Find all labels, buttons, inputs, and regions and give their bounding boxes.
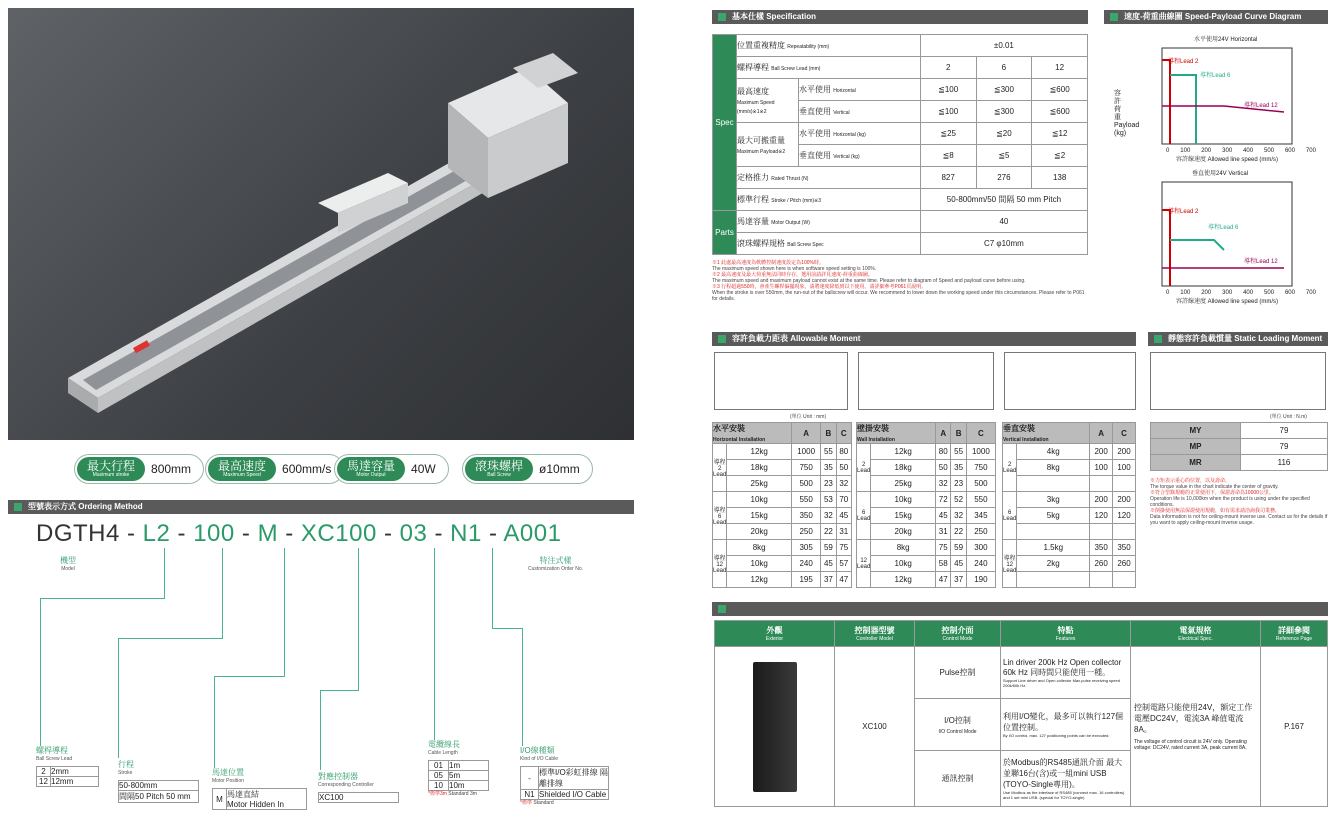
stroke-options: 行程 Stroke 50-800mm 間隔50 Pitch 50 mm xyxy=(118,760,199,803)
moment-unit: (單位 Unit : mm) xyxy=(790,414,827,420)
wall-moment-table: 壁掛安裝 Wall Installation A B C 2 Lead 12kg 80 55 1000 18kg 50 35 750 25kg 32 23 500 6 Lead 10kg 72 52 550 15kg 45 32 345 20kg 31 22 250 12 Lead 8kg 75 59 300 10kg 58 45 240 12kg 47 37 190 xyxy=(856,422,996,588)
model-label: 機型 Model xyxy=(60,556,76,572)
custom-label: 特注式樣 Customization Order No. xyxy=(528,556,584,572)
wall-install-diagram xyxy=(858,352,994,410)
motor-options: 馬達位置 Motor Position M 馬達直結 Motor Hidden In xyxy=(212,768,307,810)
static-moment-table: MY 79 MP 79 MR 116 xyxy=(1150,422,1328,471)
static-moment-diagram xyxy=(1150,352,1326,410)
horizontal-moment-table: 水平安裝 Horizontal Installation A B C 導程 2 Lead 12kg 1000 55 80 18kg 750 35 50 25kg 500 23 32 導程 6 Lead 10kg 550 53 70 15kg 350 32 45 20kg 250 22 31 導程 12 Lead 8kg 305 59 75 10kg 240 45 57 12kg 195 37 47 xyxy=(712,422,852,588)
static-title: 靜態容許負載慣量 Static Loading Moment xyxy=(1148,332,1328,346)
vertical-install-diagram xyxy=(1004,352,1136,410)
spec-notes: ※1 此處最高速度為軟體控制速度設定為100%時。 The maximum speed shown here is when software speed setting is 100%. ※2 最高速度及最大荷重無法同時存在，選用前請詳見速度-荷重曲線圖。 The maximum speed and maximum payload cannot exist at the same time. Please refer to diagram of Speed and payload curve before using. ※3 行程超過550時，會產生螺桿偏擺現象，請將速度降低到以下使用。請詳細參考P061頁說明。 When the stroke is over 550mm, the run-out of the ballscrew will occur. We recommend to lower down the working speed under this circumstances. Please refer to P061 for details. xyxy=(712,260,1085,302)
badge-ball-screw: 滾珠螺桿 Ball Screw ø10mm xyxy=(462,454,593,484)
product-photo xyxy=(8,8,634,440)
badge-max-stroke: 最大行程 Maximum stroke 800mm xyxy=(74,454,204,484)
controller-options: 對應控制器 Corresponding Controller XC100 xyxy=(318,772,399,803)
controller-image xyxy=(715,647,835,807)
model-code: DGTH4 - L2 - 100 - M - XC100 - 03 - N1 - A001 xyxy=(36,520,562,547)
speed-payload-charts: 水平使用24V Horizontal 容許荷重 Payload (kg) 導程Lead 2 導程Lead 6 導程Lead 12 0 100 200 300 400 500 600 700 容許線速度 Allowed line speed (mm/s) 垂直使用24V Vertical 導程Lead 2 導程Lead 6 導程Lead 12 0 100 200 300 400 500 600 700 容許線速度 Allowed line speed (mm/s) xyxy=(1114,37,1316,305)
lead-options: 螺桿導程 Ball Screw Lead 2 2mm 12 12mm xyxy=(36,746,99,787)
static-notes: ※力矩表示重心的位置，以及壽命。 The torque value in the chart indicate the center of gravity. ※符合型錄規範的正常使用下，保證壽命為10000公里。 Operation life is 10,000km when the product is using under the specified conditions. ※倒掛使用無法保證使用規範，如有需求請洽詢我司業務。 Data information is not for ceiling-mount inverse use. Contact us for the details if you want to apply ceiling-mount inverse usage. xyxy=(1150,478,1328,526)
vertical-moment-table: 垂直安裝 Vertical Installation A C 2 Lead 4kg 200 200 8kg 100 100 6 Lead 3kg 200 200 5kg 120 120 導程 12 Lead 1.5kg 350 350 2kg 260 260 xyxy=(1002,422,1136,588)
badge-motor-output: 馬達容量 Motor Output 40W xyxy=(334,454,449,484)
curve-title: 速度-荷重曲線圖 Speed-Payload Curve Diagram xyxy=(1104,10,1328,24)
moment-title: 容許負載力距表 Allowable Moment xyxy=(712,332,1136,346)
controller-table: 外觀 Exterior 控制器型號 Controller Model 控制介面 Control Mode 特點 Features 電氣規格 Electrical Spec. 詳細參閱 Reference Page XC100 Pulse控制 Lin driver 200k Hz Open collector 60k Hz 同時間只能使用一種。 Support Line driver and Open collector Max.pulse receiving speed 200k/60k Hz. 控制電路只能使用24V，額定工作電壓DC24V，電流3A 峰值電流8A。 The voltage of control circuit is 24V only. Operating voltage: DC24V, rated current 3A, peak current 8A. P.167 I/O控制 I/O Control Mode 利用I/O變化，最多可以執行127個位置控制。 By I/O control, max. 127 positioning points can be executed. 通訊控制 於Modbus的RS485通訊介面 最大並聯16台(含)或一組mini USB (TOYO-Single專用)。 Use Modbus as the interface of RS485 (connect max. 16 controllers) and 1 set mini USB. (special for TOYO-single) xyxy=(714,620,1328,807)
static-unit: (單位 Unit : N.m) xyxy=(1270,414,1307,420)
controller-section-bar xyxy=(712,602,1328,616)
badge-max-speed: 最高速度 Maximum Speed 600mm/s xyxy=(205,454,344,484)
horizontal-install-diagram xyxy=(714,352,848,410)
io-cable-options: I/O線種類 Kind of I/O Cable - 標準I/O彩虹排線 隔離排線 N1 Shielded I/O Cable *標準 Standard xyxy=(520,746,608,806)
cable-options: 電纜線長 Cable Length 01 1m 05 5m 10 10m *標準3m Standard 3m xyxy=(428,740,489,797)
ordering-title: 型號表示方式 Ordering Method xyxy=(8,500,634,514)
spec-table: Spec 位置重複精度 Repeatability (mm) ±0.01 螺桿導程 Ball Screw Lead (mm) 2 6 12 最高速度 Maximum Speed (mm/s)※1※2 水平使用 Horizontal ≦100 ≦300 ≦600 垂直使用 Vertical ≦100 ≦300 ≦600 最大可搬重量 Maximum Payload※2 水平使用 Horizontal (kg) ≦25 ≦20 ≦12 垂直使用 Vertical (kg) ≦8 ≦5 ≦2 定格推力 Rated Thrust (N) 827 276 138 標準行程 Stroke / Pitch (mm)※3 50-800mm/50 間隔 50 mm Pitch Parts 馬達容量 Motor Output (W) 40 滾珠螺桿規格 Ball Screw Spec C7 φ10mm xyxy=(712,34,1088,255)
spec-title: 基本仕樣 Specification xyxy=(712,10,1088,24)
